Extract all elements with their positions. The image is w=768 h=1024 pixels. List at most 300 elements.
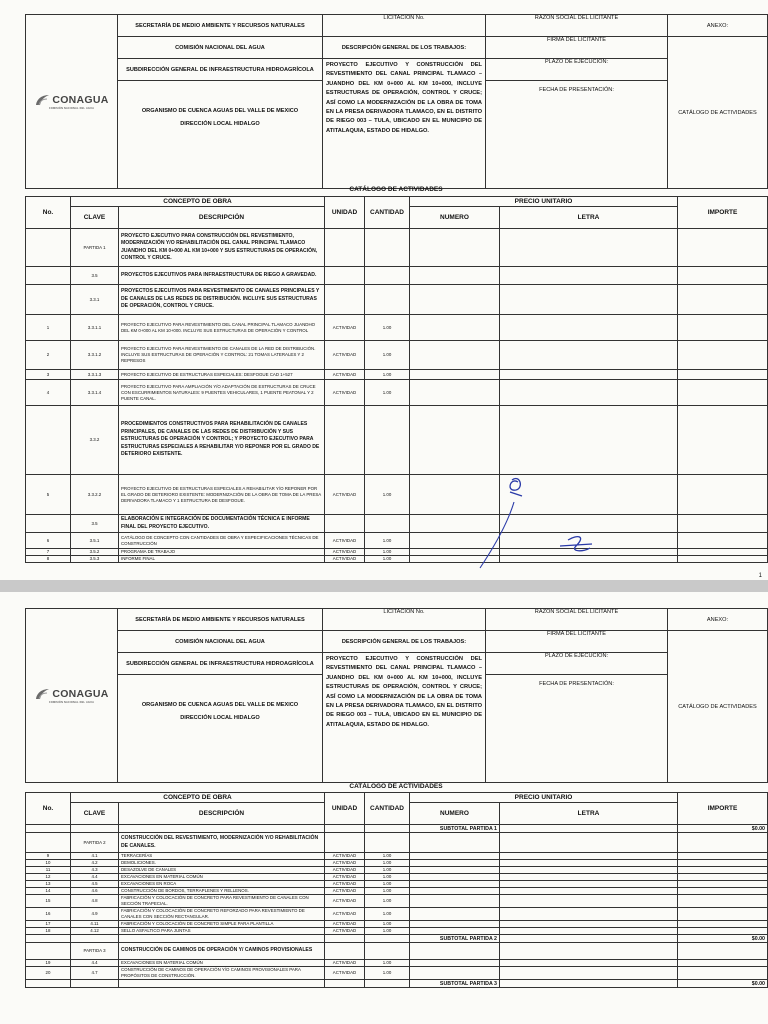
empty-cell <box>325 935 365 943</box>
item-unidad: ACTIVIDAD <box>325 341 365 370</box>
empty-cell <box>678 943 768 960</box>
group-description: PROCEDIMIENTOS CONSTRUCTIVOS PARA REHABILITACIÓN DE CANALES PRINCIPALES, DE CANALES DE LAS REDES DE DISTRIBUCIÓN Y SUS ESTRUCTURAS DE OPERACIÓN Y CONTROL; Y PROYECTO EJECUTIVO PARA ESTRUCTURAS ESPECIALES A REHABILITAR Y/O REPONER POR EL GRADO DE DETERIORO EXISTENTE. <box>119 406 325 475</box>
empty-cell <box>325 406 365 475</box>
item-cantidad: 1.00 <box>365 928 410 935</box>
group-clave: 3.5 <box>71 515 119 533</box>
empty-cell <box>325 285 365 315</box>
item-number: 2 <box>26 341 71 370</box>
subtotal-label: SUBTOTAL PARTIDA 2 <box>410 935 500 943</box>
item-number: 3 <box>26 370 71 380</box>
importe-cell <box>678 881 768 888</box>
col-descripcion: DESCRIPCIÓN <box>119 803 325 825</box>
conagua-emblem-icon <box>34 93 50 107</box>
conagua-logo: CONAGUA COMISIÓN NACIONAL DEL AGUA <box>26 15 118 189</box>
importe-cell <box>678 341 768 370</box>
empty-cell <box>26 267 71 285</box>
empty-cell <box>500 229 678 267</box>
empty-cell <box>410 267 500 285</box>
empty-cell <box>500 267 678 285</box>
precio-letra-cell <box>500 853 678 860</box>
group-clave: PARTIDA 1 <box>71 229 119 267</box>
item-description: CATÁLOGO DE CONCEPTO CON CANTIDADES DE OBRA Y ESPECIFICACIONES TÉCNICAS DE CONSTRUCCIÓN <box>119 533 325 549</box>
importe-cell <box>678 895 768 908</box>
item-row <box>26 895 768 908</box>
group-clave: 3.5 <box>71 267 119 285</box>
anexo-label: ANEXO: <box>668 609 768 631</box>
licitacion-label: LICITACIÓN No. <box>323 15 486 37</box>
group-clave: PARTIDA 3 <box>71 943 119 960</box>
item-cantidad: 1.00 <box>365 475 410 515</box>
precio-numero-cell <box>410 370 500 380</box>
item-unidad: ACTIVIDAD <box>325 860 365 867</box>
item-number: 17 <box>26 921 71 928</box>
item-description: FABRICACIÓN Y COLOCACIÓN DE CONCRETO SIMPLE PARA PLANTILLA <box>119 921 325 928</box>
empty-cell <box>365 943 410 960</box>
item-number: 11 <box>26 867 71 874</box>
group-row <box>26 406 768 475</box>
empty-cell <box>365 980 410 988</box>
item-clave: 3.5.3 <box>71 556 119 563</box>
group-row <box>26 833 768 853</box>
item-unidad: ACTIVIDAD <box>325 380 365 406</box>
item-clave: 4.12 <box>71 928 119 935</box>
item-row <box>26 867 768 874</box>
precio-letra-cell <box>500 908 678 921</box>
precio-letra-cell <box>500 921 678 928</box>
item-number: 10 <box>26 860 71 867</box>
item-row <box>26 853 768 860</box>
precio-numero-cell <box>410 960 500 967</box>
item-cantidad: 1.00 <box>365 908 410 921</box>
item-cantidad: 1.00 <box>365 921 410 928</box>
empty-cell <box>365 825 410 833</box>
empty-cell <box>325 943 365 960</box>
precio-letra-cell <box>500 881 678 888</box>
importe-cell <box>678 921 768 928</box>
item-row <box>26 341 768 370</box>
col-precio: PRECIO UNITARIO <box>410 197 678 207</box>
precio-numero-cell <box>410 967 500 980</box>
item-clave: 3.3.1.4 <box>71 380 119 406</box>
col-numero: NUMERO <box>410 207 500 229</box>
precio-letra-cell <box>500 895 678 908</box>
org-secretaria: SECRETARÍA DE MEDIO AMBIENTE Y RECURSOS NATURALES <box>118 15 323 37</box>
item-row <box>26 549 768 556</box>
item-number: 19 <box>26 960 71 967</box>
item-cantidad: 1.00 <box>365 380 410 406</box>
precio-letra-cell <box>500 928 678 935</box>
col-no: No. <box>26 793 71 825</box>
item-cantidad: 1.00 <box>365 895 410 908</box>
page-number: 1 <box>758 573 762 579</box>
empty-cell <box>678 285 768 315</box>
item-number: 14 <box>26 888 71 895</box>
conagua-emblem-icon <box>34 687 50 701</box>
empty-cell <box>500 943 678 960</box>
col-clave: CLAVE <box>71 207 119 229</box>
precio-numero-cell <box>410 928 500 935</box>
importe-cell <box>678 853 768 860</box>
item-description: CONSTRUCCIÓN DE CAMINOS DE OPERACIÓN Y/O CAMINOS PROVISIONALES PARA PROPÓSITOS DE CONSTRUCCIÓN. <box>119 967 325 980</box>
project-description: PROYECTO EJECUTIVO Y CONSTRUCCIÓN DEL REVESTIMIENTO DEL CANAL PRINCIPAL TLAMACO – JUANDHO DEL KM 0+000 AL KM 10+000, INCLUYE ESTRUCTURAS DE OPERACIÓN, CONTROL Y CRUCE; ASÍ COMO LA MODERNIZACIÓN DE LA OBRA DE TOMA EN LA PRESA DERIVADORA TLAMACO, EN EL DISTRITO DE RIEGO 003 – TULA, UBICADO EN EL MUNICIPIO DE ATITALAQUIA, ESTADO DE HIDALGO. <box>323 59 486 189</box>
item-row <box>26 881 768 888</box>
col-concepto: CONCEPTO DE OBRA <box>71 793 325 803</box>
plazo-label: PLAZO DE EJECUCIÓN: <box>486 59 668 81</box>
org-organismo: ORGANISMO DE CUENCA AGUAS DEL VALLE DE MEXICO <box>118 675 323 711</box>
importe-cell <box>678 533 768 549</box>
catalog-title: CATÁLOGO DE ACTIVIDADES <box>349 783 443 790</box>
precio-numero-cell <box>410 874 500 881</box>
group-description: CONSTRUCCIÓN DEL REVESTIMIENTO, MODERNIZACIÓN Y/O REHABILITACIÓN DE CANALES. <box>119 833 325 853</box>
col-precio: PRECIO UNITARIO <box>410 793 678 803</box>
subtotal-row <box>26 825 768 833</box>
item-number: 7 <box>26 549 71 556</box>
precio-letra-cell <box>500 860 678 867</box>
item-number: 13 <box>26 881 71 888</box>
subtotal-importe: $0.00 <box>678 825 768 833</box>
item-description: SELLO ASFALTICO PARA JUNTAS <box>119 928 325 935</box>
org-secretaria: SECRETARÍA DE MEDIO AMBIENTE Y RECURSOS NATURALES <box>118 609 323 631</box>
item-cantidad: 1.00 <box>365 341 410 370</box>
empty-cell <box>26 833 71 853</box>
item-number: 8 <box>26 556 71 563</box>
item-clave: 3.3.1.1 <box>71 315 119 341</box>
descripcion-label: DESCRIPCIÓN GENERAL DE LOS TRABAJOS: <box>323 37 486 59</box>
razon-social-label: RAZÓN SOCIAL DEL LICITANTE <box>486 15 668 37</box>
precio-numero-cell <box>410 315 500 341</box>
subtotal-importe: $0.00 <box>678 935 768 943</box>
group-clave: PARTIDA 2 <box>71 833 119 853</box>
group-row <box>26 229 768 267</box>
group-description: ELABORACIÓN E INTEGRACIÓN DE DOCUMENTACIÓN TÉCNICA E INFORME FINAL DEL PROYECTO EJECUTIVO. <box>119 515 325 533</box>
subtotal-row <box>26 935 768 943</box>
item-unidad: ACTIVIDAD <box>325 867 365 874</box>
empty-cell <box>678 515 768 533</box>
empty-cell <box>325 980 365 988</box>
importe-cell <box>678 967 768 980</box>
item-cantidad: 1.00 <box>365 874 410 881</box>
precio-letra-cell <box>500 874 678 881</box>
item-row <box>26 556 768 563</box>
col-letra: LETRA <box>500 803 678 825</box>
org-organismo: ORGANISMO DE CUENCA AGUAS DEL VALLE DE MEXICO <box>118 81 323 117</box>
item-description: PROYECTO EJECUTIVO DE ESTRUCTURAS ESPECIALES: DESFOGUE CAD 1+527 <box>119 370 325 380</box>
empty-cell <box>119 935 325 943</box>
descripcion-label: DESCRIPCIÓN GENERAL DE LOS TRABAJOS: <box>323 631 486 653</box>
item-row <box>26 908 768 921</box>
item-cantidad: 1.00 <box>365 533 410 549</box>
item-row <box>26 921 768 928</box>
item-description: FABRICACIÓN Y COLOCACIÓN DE CONCRETO REFORZADO PARA REVESTIMIENTO DE CANALES CON SECCIÓN RECTANGULAR. <box>119 908 325 921</box>
empty-cell <box>71 935 119 943</box>
item-description: PROYECTO EJECUTIVO PARA REVESTIMIENTO DE CANALES DE LA RED DE DISTRIBUCIÓN. INCLUYE SUS ESTRUCTURAS DE OPERACIÓN Y CONTROL: 21 TOMAS LATERALES Y 2 REPRESOS <box>119 341 325 370</box>
item-number: 5 <box>26 475 71 515</box>
col-clave: CLAVE <box>71 803 119 825</box>
item-number: 4 <box>26 380 71 406</box>
catalog-table-2 <box>25 792 768 988</box>
item-description: PROYECTO EJECUTIVO DE ESTRUCTURAS ESPECIALES A REHABILITAR Y/O REPONER POR EL GRADO DE DETERIORO EXISTENTE: MODERNIZACIÓN DE LA OBRA DE TOMA DE LA PRESA DERIVADORA TLAMACO Y 1 ESTRUCTURA DE DESFOGUE. <box>119 475 325 515</box>
empty-cell <box>500 833 678 853</box>
header-table-2 <box>25 608 768 783</box>
item-description: CONSTRUCCIÓN DE BORDOS, TERRAPLENES Y RELLENOS. <box>119 888 325 895</box>
empty-cell <box>678 833 768 853</box>
item-clave: 4.3 <box>71 867 119 874</box>
anexo-catalogo: CATÁLOGO DE ACTIVIDADES <box>668 631 768 783</box>
item-clave: 4.8 <box>71 895 119 908</box>
empty-cell <box>26 935 71 943</box>
item-clave: 4.7 <box>71 967 119 980</box>
item-clave: 4.4 <box>71 874 119 881</box>
item-clave: 3.3.1.3 <box>71 370 119 380</box>
col-letra: LETRA <box>500 207 678 229</box>
catalog-title: CATÁLOGO DE ACTIVIDADES <box>349 186 443 193</box>
empty-cell <box>26 285 71 315</box>
col-cantidad: CANTIDAD <box>365 793 410 825</box>
importe-cell <box>678 370 768 380</box>
importe-cell <box>678 908 768 921</box>
item-description: FABRICACIÓN Y COLOCACIÓN DE CONCRETO PARA REVESTIMIENTO DE CANALES CON SECCIÓN TRAPECIAL. <box>119 895 325 908</box>
empty-cell <box>26 980 71 988</box>
plazo-label: PLAZO DE EJECUCIÓN: <box>486 653 668 675</box>
item-unidad: ACTIVIDAD <box>325 556 365 563</box>
item-clave: 4.1 <box>71 853 119 860</box>
col-numero: NUMERO <box>410 803 500 825</box>
precio-letra-cell <box>500 888 678 895</box>
conagua-logo: CONAGUA COMISIÓN NACIONAL DEL AGUA <box>26 609 118 783</box>
org-subdireccion: SUBDIRECCIÓN GENERAL DE INFRAESTRUCTURA HIDROAGRÍCOLA <box>118 59 323 81</box>
empty-cell <box>365 267 410 285</box>
precio-letra-cell <box>500 370 678 380</box>
anexo-catalogo: CATÁLOGO DE ACTIVIDADES <box>668 37 768 189</box>
item-row <box>26 967 768 980</box>
item-number: 18 <box>26 928 71 935</box>
item-row <box>26 380 768 406</box>
empty-cell <box>71 980 119 988</box>
empty-cell <box>410 833 500 853</box>
importe-cell <box>678 867 768 874</box>
col-importe: IMPORTE <box>678 197 768 229</box>
item-description: EXCAVACIONES EN ROCA <box>119 881 325 888</box>
empty-cell <box>678 229 768 267</box>
item-unidad: ACTIVIDAD <box>325 960 365 967</box>
item-clave: 4.5 <box>71 881 119 888</box>
empty-cell <box>325 229 365 267</box>
header-table <box>25 14 768 189</box>
item-clave: 4.4 <box>71 960 119 967</box>
importe-cell <box>678 380 768 406</box>
subtotal-label: SUBTOTAL PARTIDA 3 <box>410 980 500 988</box>
fecha-label: FECHA DE PRESENTACIÓN: <box>486 81 668 189</box>
empty-cell <box>325 833 365 853</box>
precio-letra-cell <box>500 341 678 370</box>
precio-numero-cell <box>410 895 500 908</box>
group-description: CONSTRUCCIÓN DE CAMINOS DE OPERACIÓN Y/ CAMINOS PROVISIONALES <box>119 943 325 960</box>
item-unidad: ACTIVIDAD <box>325 315 365 341</box>
empty-cell <box>365 285 410 315</box>
group-row <box>26 285 768 315</box>
precio-numero-cell <box>410 921 500 928</box>
item-cantidad: 1.00 <box>365 315 410 341</box>
item-description: DEMOLICIONES. <box>119 860 325 867</box>
item-clave: 3.3.2.2 <box>71 475 119 515</box>
anexo-label: ANEXO: <box>668 15 768 37</box>
importe-cell <box>678 475 768 515</box>
item-cantidad: 1.00 <box>365 556 410 563</box>
item-description: TERRACERÍAS <box>119 853 325 860</box>
item-unidad: ACTIVIDAD <box>325 853 365 860</box>
item-unidad: ACTIVIDAD <box>325 921 365 928</box>
item-description: PROYECTO EJECUTIVO PARA REVESTIMIENTO DEL CANAL PRINCIPAL TLAMACO JUANDHO DEL KM 0+000 AL KM 10+000. INCLUYE SUS ESTRUCTURAS DE OPERACIÓN Y CONTROL <box>119 315 325 341</box>
item-unidad: ACTIVIDAD <box>325 874 365 881</box>
empty-cell <box>26 406 71 475</box>
item-row <box>26 888 768 895</box>
precio-numero-cell <box>410 867 500 874</box>
empty-cell <box>325 515 365 533</box>
empty-cell <box>26 229 71 267</box>
empty-cell <box>678 267 768 285</box>
item-clave: 4.2 <box>71 860 119 867</box>
group-description: PROYECTO EJECUTIVO PARA CONSTRUCCIÓN DEL REVESTIMIENTO, MODERNIZACIÓN Y/O REHABILITACIÓN DEL CANAL PRINCIPAL TLAMACO JUANDHO DEL KM 0+000 AL KM 10+000 Y SUS ESTRUCTURAS DE OPERACIÓN, CONTROL Y CRUCE. <box>119 229 325 267</box>
empty-cell <box>678 406 768 475</box>
col-unidad: UNIDAD <box>325 793 365 825</box>
empty-cell <box>410 943 500 960</box>
precio-letra-cell <box>500 967 678 980</box>
item-clave: 4.9 <box>71 908 119 921</box>
item-description: DESAZOLVE DE CANALES <box>119 867 325 874</box>
item-number: 6 <box>26 533 71 549</box>
precio-numero-cell <box>410 853 500 860</box>
empty-cell <box>365 229 410 267</box>
item-unidad: ACTIVIDAD <box>325 967 365 980</box>
item-number: 16 <box>26 908 71 921</box>
empty-cell <box>365 935 410 943</box>
firma-label: FIRMA DEL LICITANTE <box>486 631 668 653</box>
item-clave: 4.6 <box>71 888 119 895</box>
subtotal-importe: $0.00 <box>678 980 768 988</box>
item-number: 12 <box>26 874 71 881</box>
org-direccion: DIRECCIÓN LOCAL HIDALGO <box>118 711 323 783</box>
item-row <box>26 475 768 515</box>
page-2 <box>0 592 768 1024</box>
empty-cell <box>119 980 325 988</box>
item-row <box>26 874 768 881</box>
item-description: EXCAVACIONES EN MATERIAL COMÚN <box>119 960 325 967</box>
empty-cell <box>365 406 410 475</box>
empty-cell <box>365 833 410 853</box>
org-comision: COMISIÓN NACIONAL DEL AGUA <box>118 631 323 653</box>
empty-cell <box>500 285 678 315</box>
item-cantidad: 1.00 <box>365 860 410 867</box>
item-description: INFORME FINAL <box>119 556 325 563</box>
item-row <box>26 960 768 967</box>
item-cantidad: 1.00 <box>365 370 410 380</box>
item-cantidad: 1.00 <box>365 853 410 860</box>
precio-numero-cell <box>410 888 500 895</box>
precio-numero-cell <box>410 341 500 370</box>
empty-cell <box>26 943 71 960</box>
project-description: PROYECTO EJECUTIVO Y CONSTRUCCIÓN DEL REVESTIMIENTO DEL CANAL PRINCIPAL TLAMACO – JUANDHO DEL KM 0+000 AL KM 10+000, INCLUYE ESTRUCTURAS DE OPERACIÓN, CONTROL Y CRUCE; ASÍ COMO LA MODERNIZACIÓN DE LA OBRA DE TOMA EN LA PRESA DERIVADORA TLAMACO, EN EL DISTRITO DE RIEGO 003 – TULA, UBICADO EN EL MUNICIPIO DE ATITALAQUIA, ESTADO DE HIDALGO. <box>323 653 486 783</box>
item-clave: 3.5.1 <box>71 533 119 549</box>
item-cantidad: 1.00 <box>365 967 410 980</box>
item-unidad: ACTIVIDAD <box>325 475 365 515</box>
item-cantidad: 1.00 <box>365 867 410 874</box>
group-description: PROYECTOS EJECUTIVOS PARA INFRAESTRUCTURA DE RIEGO A GRAVEDAD. <box>119 267 325 285</box>
empty-cell <box>325 267 365 285</box>
item-clave: 4.11 <box>71 921 119 928</box>
importe-cell <box>678 874 768 881</box>
item-unidad: ACTIVIDAD <box>325 881 365 888</box>
importe-cell <box>678 960 768 967</box>
licitacion-label: LICITACIÓN No. <box>323 609 486 631</box>
empty-cell <box>410 229 500 267</box>
item-row <box>26 533 768 549</box>
catalog-table-1 <box>25 196 768 563</box>
subtotal-label: SUBTOTAL PARTIDA 1 <box>410 825 500 833</box>
item-description: EXCAVACIONES EN MATERIAL COMÚN <box>119 874 325 881</box>
col-cantidad: CANTIDAD <box>365 197 410 229</box>
col-concepto: CONCEPTO DE OBRA <box>71 197 325 207</box>
precio-numero-cell <box>410 881 500 888</box>
empty-cell <box>26 825 71 833</box>
item-cantidad: 1.00 <box>365 960 410 967</box>
group-row <box>26 267 768 285</box>
col-no: No. <box>26 197 71 229</box>
empty-cell <box>500 825 678 833</box>
group-description: PROYECTOS EJECUTIVOS PARA REVESTIMIENTO DE CANALES PRINCIPALES Y DE CANALES DE LAS REDES DE DISTRIBUCIÓN. INCLUYE SUS ESTRUCTURAS DE OPERACIÓN, CONTROL Y CRUCE. <box>119 285 325 315</box>
item-number: 15 <box>26 895 71 908</box>
importe-cell <box>678 556 768 563</box>
item-unidad: ACTIVIDAD <box>325 895 365 908</box>
group-clave: 3.3.1 <box>71 285 119 315</box>
firma-label: FIRMA DEL LICITANTE <box>486 37 668 59</box>
importe-cell <box>678 860 768 867</box>
importe-cell <box>678 928 768 935</box>
item-unidad: ACTIVIDAD <box>325 908 365 921</box>
precio-numero-cell <box>410 860 500 867</box>
col-unidad: UNIDAD <box>325 197 365 229</box>
empty-cell <box>410 285 500 315</box>
empty-cell <box>325 825 365 833</box>
empty-cell <box>71 825 119 833</box>
item-row <box>26 370 768 380</box>
item-unidad: ACTIVIDAD <box>325 533 365 549</box>
item-unidad: ACTIVIDAD <box>325 928 365 935</box>
razon-social-label: RAZÓN SOCIAL DEL LICITANTE <box>486 609 668 631</box>
precio-numero-cell <box>410 380 500 406</box>
group-clave: 3.3.2 <box>71 406 119 475</box>
precio-letra-cell <box>500 867 678 874</box>
subtotal-row <box>26 980 768 988</box>
precio-letra-cell <box>500 315 678 341</box>
org-subdireccion: SUBDIRECCIÓN GENERAL DE INFRAESTRUCTURA HIDROAGRÍCOLA <box>118 653 323 675</box>
empty-cell <box>119 825 325 833</box>
precio-letra-cell <box>500 960 678 967</box>
item-clave: 3.5.2 <box>71 549 119 556</box>
item-clave: 3.3.1.2 <box>71 341 119 370</box>
handwritten-signature <box>460 462 600 572</box>
group-row <box>26 943 768 960</box>
empty-cell <box>26 515 71 533</box>
group-row <box>26 515 768 533</box>
item-row <box>26 860 768 867</box>
item-unidad: ACTIVIDAD <box>325 549 365 556</box>
page-gap <box>0 580 768 592</box>
item-cantidad: 1.00 <box>365 549 410 556</box>
item-cantidad: 1.00 <box>365 881 410 888</box>
importe-cell <box>678 549 768 556</box>
org-comision: COMISIÓN NACIONAL DEL AGUA <box>118 37 323 59</box>
importe-cell <box>678 888 768 895</box>
